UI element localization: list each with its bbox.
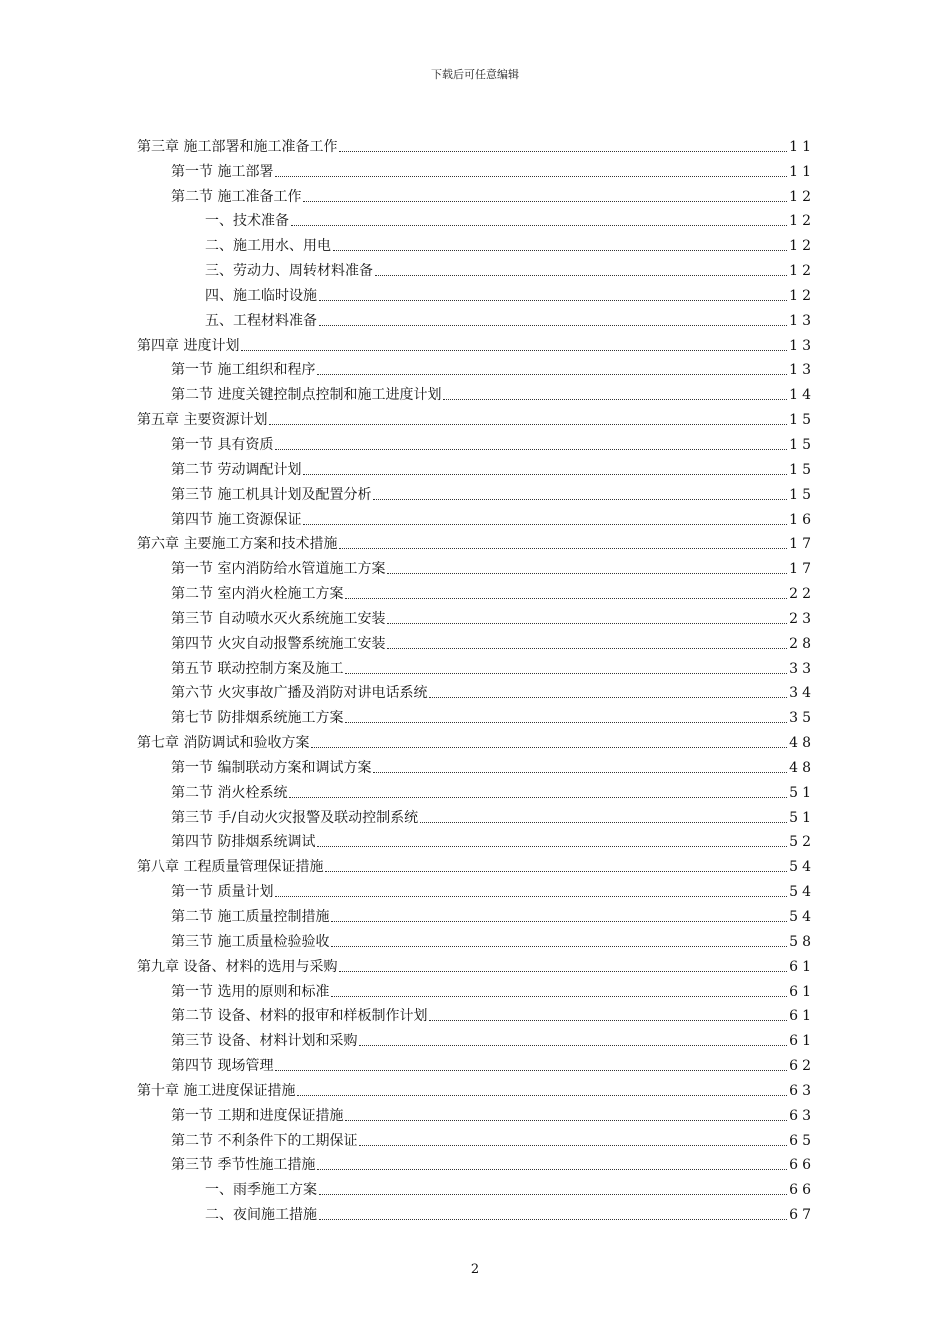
toc-entry-page: 34 — [789, 685, 815, 702]
toc-leader-dots — [359, 1144, 787, 1146]
toc-entry-page: 61 — [789, 958, 815, 975]
toc-entry[interactable] — [137, 280, 815, 305]
toc-entry-title: 第五节 联动控制方案及施工 — [171, 660, 344, 677]
toc-entry-title: 第七章 消防调试和验收方案 — [137, 735, 310, 752]
toc-leader-dots — [375, 274, 787, 276]
toc-leader-dots — [429, 1019, 787, 1021]
toc-entry-page: 54 — [789, 859, 815, 876]
toc-entry-title: 一、技术准备 — [205, 213, 289, 230]
toc-leader-dots — [345, 597, 787, 599]
toc-entry-page: 15 — [789, 461, 815, 478]
toc-entry-page: 13 — [789, 337, 815, 354]
toc-entry-title: 第九章 设备、材料的选用与采购 — [137, 958, 338, 975]
toc-entry-page: 63 — [789, 1107, 815, 1124]
toc-leader-dots — [331, 995, 787, 997]
toc-entry-title: 第一节 室内消防给水管道施工方案 — [171, 561, 386, 578]
toc-leader-dots — [311, 746, 787, 748]
toc-entry-title: 第一节 施工组织和程序 — [171, 362, 316, 379]
toc-leader-dots — [275, 1069, 787, 1071]
toc-leader-dots — [269, 423, 787, 425]
toc-entry-title: 第三节 手/自动火灾报警及联动控制系统 — [171, 809, 419, 826]
toc-entry-page: 23 — [789, 610, 815, 627]
toc-leader-dots — [319, 324, 787, 326]
toc-entry-page: 16 — [789, 511, 815, 528]
toc-entry-page: 12 — [789, 287, 815, 304]
toc-entry-page: 61 — [789, 1033, 815, 1050]
toc-entry-title: 第二节 设备、材料的报审和样板制作计划 — [171, 1008, 428, 1025]
toc-entry[interactable] — [137, 230, 815, 255]
toc-entry[interactable] — [137, 752, 815, 777]
toc-entry-title: 第八章 工程质量管理保证措施 — [137, 859, 324, 876]
toc-entry[interactable] — [137, 603, 815, 628]
toc-entry[interactable] — [137, 727, 815, 752]
toc-entry[interactable] — [137, 379, 815, 404]
toc-leader-dots — [429, 696, 787, 698]
toc-entry-title: 第三节 设备、材料计划和采购 — [171, 1033, 358, 1050]
toc-entry-title: 第二节 施工准备工作 — [171, 188, 302, 205]
toc-leader-dots — [275, 448, 787, 450]
toc-entry[interactable] — [137, 1075, 815, 1100]
toc-leader-dots — [319, 1193, 787, 1195]
toc-entry-title: 第三节 自动喷水灭火系统施工安装 — [171, 610, 386, 627]
toc-entry-page: 54 — [789, 909, 815, 925]
toc-entry-page: 54 — [789, 884, 815, 901]
toc-entry-title: 第四节 现场管理 — [171, 1058, 274, 1075]
toc-entry-page: 66 — [789, 1157, 815, 1174]
toc-entry[interactable] — [137, 479, 815, 504]
toc-entry-page: 15 — [789, 436, 815, 453]
toc-entry-title: 第三节 季节性施工措施 — [171, 1157, 316, 1174]
toc-entry[interactable] — [137, 1050, 815, 1075]
toc-leader-dots — [339, 150, 787, 152]
toc-entry[interactable] — [137, 777, 815, 802]
toc-entry-page: 61 — [789, 983, 815, 1000]
toc-entry-page: 12 — [789, 213, 815, 230]
toc-entry-page: 67 — [789, 1207, 815, 1224]
toc-entry[interactable] — [137, 851, 815, 876]
toc-entry-title: 第七节 防排烟系统施工方案 — [171, 710, 344, 727]
toc-entry[interactable] — [137, 206, 815, 231]
toc-entry-title: 第十章 施工进度保证措施 — [137, 1082, 296, 1099]
toc-entry-page: 63 — [789, 1082, 815, 1099]
toc-entry-page: 52 — [789, 834, 815, 851]
toc-entry-page: 66 — [789, 1182, 815, 1199]
toc-leader-dots — [373, 498, 787, 500]
toc-entry[interactable] — [137, 504, 815, 529]
toc-entry-page: 48 — [789, 759, 815, 776]
toc-entry-page: 65 — [789, 1132, 815, 1149]
toc-entry[interactable] — [137, 553, 815, 578]
toc-leader-dots — [297, 1094, 787, 1096]
toc-entry[interactable] — [137, 1001, 815, 1026]
toc-entry-title: 三、劳动力、周转材料准备 — [205, 263, 373, 280]
toc-entry[interactable] — [137, 827, 815, 852]
toc-entry-title: 第二节 进度关键控制点控制和施工进度计划 — [171, 387, 442, 404]
toc-entry-page: 12 — [789, 188, 815, 205]
page-number: 2 — [470, 1262, 480, 1277]
toc-entry-page: 13 — [789, 362, 815, 379]
toc-leader-dots — [291, 224, 787, 226]
toc-entry[interactable] — [137, 678, 815, 703]
toc-entry-title: 第三节 施工机具计划及配置分析 — [171, 486, 372, 503]
toc-entry-title: 第六节 火灾事故广播及消防对讲电话系统 — [171, 685, 428, 702]
toc-entry-page: 17 — [789, 561, 815, 578]
page-header: 下载后可任意编辑 — [431, 68, 519, 81]
toc-entry[interactable] — [137, 355, 815, 380]
toc-entry-page: 15 — [789, 486, 815, 503]
toc-entry-title: 第二节 劳动调配计划 — [171, 461, 302, 478]
toc-entry-page: 51 — [789, 784, 815, 801]
toc-leader-dots — [319, 1218, 787, 1220]
toc-entry[interactable] — [137, 702, 815, 727]
toc-leader-dots — [345, 721, 787, 723]
toc-entry-page: 62 — [789, 1058, 815, 1075]
toc-entry-title: 第二节 不利条件下的工期保证 — [171, 1132, 358, 1149]
toc-entry-page: 28 — [789, 635, 815, 652]
toc-leader-dots — [387, 572, 787, 574]
toc-entry-title: 二、施工用水、用电 — [205, 238, 331, 255]
toc-entry[interactable] — [137, 578, 815, 603]
toc-entry-title: 第五章 主要资源计划 — [137, 412, 268, 429]
toc-entry[interactable] — [137, 1199, 815, 1224]
toc-leader-dots — [345, 672, 787, 674]
toc-entry[interactable] — [137, 305, 815, 330]
toc-entry[interactable] — [137, 901, 815, 926]
table-of-contents — [137, 131, 815, 1224]
toc-leader-dots — [339, 547, 787, 549]
toc-entry[interactable] — [137, 131, 815, 156]
toc-entry[interactable] — [137, 926, 815, 951]
toc-entry-page: 17 — [789, 536, 815, 553]
toc-entry-page: 11 — [789, 163, 815, 180]
toc-entry[interactable] — [137, 255, 815, 280]
toc-leader-dots — [373, 771, 787, 773]
toc-entry-title: 第三章 施工部署和施工准备工作 — [137, 138, 338, 155]
toc-entry-page: 12 — [789, 238, 815, 255]
toc-entry-title: 第二节 施工质量控制措施 — [171, 909, 330, 925]
toc-entry-title: 第四节 火灾自动报警系统施工安装 — [171, 635, 386, 652]
toc-entry-page: 33 — [789, 660, 815, 677]
toc-entry[interactable] — [137, 1025, 815, 1050]
toc-entry[interactable] — [137, 429, 815, 454]
toc-entry-page: 15 — [789, 412, 815, 429]
toc-entry[interactable] — [137, 802, 815, 827]
toc-entry[interactable] — [137, 181, 815, 206]
toc-entry-page: 14 — [789, 387, 815, 404]
toc-leader-dots — [339, 970, 787, 972]
toc-entry-title: 第一节 施工部署 — [171, 163, 274, 180]
toc-entry-title: 五、工程材料准备 — [205, 312, 317, 329]
toc-leader-dots — [345, 1119, 787, 1121]
toc-leader-dots — [303, 200, 787, 202]
toc-leader-dots — [317, 373, 787, 375]
toc-entry-page: 35 — [789, 710, 815, 727]
toc-leader-dots — [289, 796, 787, 798]
toc-leader-dots — [387, 647, 787, 649]
toc-entry-title: 第六章 主要施工方案和技术措施 — [137, 536, 338, 553]
toc-entry[interactable] — [137, 976, 815, 1001]
toc-entry-page: 48 — [789, 735, 815, 752]
toc-entry[interactable] — [137, 454, 815, 479]
toc-entry[interactable] — [137, 876, 815, 901]
toc-entry[interactable] — [137, 1150, 815, 1175]
toc-entry[interactable] — [137, 1174, 815, 1199]
toc-leader-dots — [241, 349, 787, 351]
toc-entry[interactable] — [137, 951, 815, 976]
toc-entry-title: 第四节 施工资源保证 — [171, 511, 302, 528]
toc-leader-dots — [387, 622, 787, 624]
toc-entry-page: 22 — [789, 586, 815, 603]
toc-entry-title: 第二节 室内消火栓施工方案 — [171, 586, 344, 603]
toc-leader-dots — [317, 845, 787, 847]
toc-entry-page: 58 — [789, 933, 815, 950]
toc-entry[interactable] — [137, 156, 815, 181]
toc-entry[interactable] — [137, 404, 815, 429]
toc-entry-title: 第四节 防排烟系统调试 — [171, 834, 316, 851]
toc-entry-title: 第二节 消火栓系统 — [171, 784, 288, 801]
toc-entry[interactable] — [137, 1125, 815, 1150]
toc-leader-dots — [333, 249, 787, 251]
toc-entry-page: 51 — [789, 809, 815, 826]
toc-leader-dots — [303, 473, 787, 475]
toc-leader-dots — [443, 398, 787, 400]
toc-leader-dots — [420, 821, 787, 823]
toc-entry-title: 第四章 进度计划 — [137, 337, 240, 354]
toc-entry-page: 11 — [789, 138, 815, 155]
toc-leader-dots — [303, 523, 787, 525]
toc-entry-title: 二、夜间施工措施 — [205, 1207, 317, 1224]
toc-entry-page: 12 — [789, 263, 815, 280]
toc-leader-dots — [275, 175, 787, 177]
toc-entry[interactable] — [137, 1100, 815, 1125]
toc-entry[interactable] — [137, 653, 815, 678]
toc-entry[interactable] — [137, 330, 815, 355]
toc-entry-title: 第一节 选用的原则和标准 — [171, 983, 330, 1000]
toc-entry-title: 第一节 质量计划 — [171, 884, 274, 901]
toc-entry-title: 一、雨季施工方案 — [205, 1182, 317, 1199]
toc-entry[interactable] — [137, 628, 815, 653]
toc-leader-dots — [359, 1044, 787, 1046]
toc-entry-title: 四、施工临时设施 — [205, 287, 317, 304]
toc-leader-dots — [331, 945, 787, 947]
toc-entry-title: 第一节 编制联动方案和调试方案 — [171, 759, 372, 776]
toc-leader-dots — [319, 299, 787, 301]
toc-leader-dots — [331, 920, 787, 922]
toc-entry[interactable] — [137, 529, 815, 554]
toc-entry-title: 第一节 工期和进度保证措施 — [171, 1107, 344, 1124]
toc-entry-page: 13 — [789, 312, 815, 329]
toc-entry-title: 第三节 施工质量检验验收 — [171, 933, 330, 950]
toc-entry-title: 第一节 具有资质 — [171, 436, 274, 453]
toc-entry-page: 61 — [789, 1008, 815, 1025]
toc-leader-dots — [275, 895, 787, 897]
toc-leader-dots — [317, 1168, 787, 1170]
toc-leader-dots — [325, 870, 787, 872]
